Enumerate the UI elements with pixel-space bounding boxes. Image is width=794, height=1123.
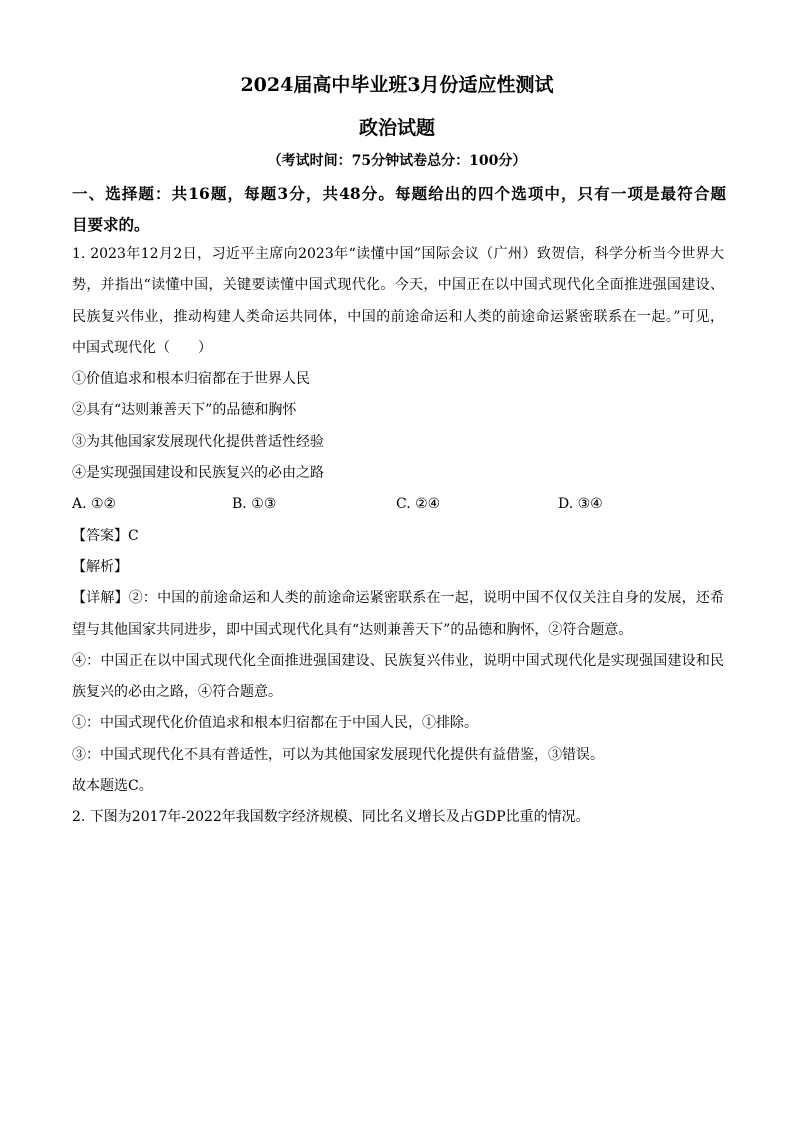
section-heading xyxy=(72,178,726,240)
question-1-item-2: ②具有“达则兼善天下”的品德和胸怀 xyxy=(72,402,297,419)
answer-value: C xyxy=(128,527,139,544)
question-1-options xyxy=(72,489,724,520)
section-heading-line-2: 目要求的。 xyxy=(72,215,150,234)
question-1 xyxy=(72,239,724,834)
detail-line-4: 族复兴的必由之路，④符合题意。 xyxy=(72,684,282,701)
detail-line-5: ①：中国式现代化价值追求和根本归宿都在于中国人民，①排除。 xyxy=(72,715,478,732)
question-2-stem: 2. 下图为2017年-2022年我国数字经济规模、同比名义增长及占GDP比重的情况。 xyxy=(72,809,590,826)
question-1-stem-line-2: 势，并指出“读懂中国，关键要读懂中国式现代化。今天，中国正在以中国式现代化全面推进强国建设、 xyxy=(72,277,724,294)
question-1-item-3: ③为其他国家发展现代化提供普适性经验 xyxy=(72,433,324,450)
answer-line xyxy=(72,521,724,552)
detail-line-3: ④：中国正在以中国式现代化全面推进强国建设、民族复兴伟业，说明中国式现代化是实现强国建设和民 xyxy=(72,652,724,669)
question-1-item-1: ①价值追求和根本归宿都在于世界人民 xyxy=(72,371,310,388)
option-d: D. ③④ xyxy=(558,496,603,513)
exam-title: 2024届高中毕业班3月份适应性测试 xyxy=(240,74,554,96)
exam-info: （考试时间：75分钟试卷总分：100分） xyxy=(267,153,527,169)
question-1-item-4: ④是实现强国建设和民族复兴的必由之路 xyxy=(72,465,324,482)
option-a: A. ①② xyxy=(72,496,117,513)
question-1-stem-line-4: 中国式现代化（ ） xyxy=(72,339,212,356)
detail-line-7: 故本题选C。 xyxy=(72,778,153,795)
detail-line-1: 【详解】②：中国的前途命运和人类的前途命运紧密联系在一起，说明中国不仅仅关注自身的发展，还希 xyxy=(72,590,724,607)
option-c: C. ②④ xyxy=(396,496,441,513)
detail-line-2: 望与其他国家共同进步，即中国式现代化具有“达则兼善天下”的品德和胸怀，②符合题意。 xyxy=(72,621,633,638)
detail-line-6: ③：中国式现代化不具有普适性，可以为其他国家发展现代化提供有益借鉴，③错误。 xyxy=(72,746,604,763)
subject-title: 政治试题 xyxy=(358,117,435,139)
answer-label: 【答案】 xyxy=(72,527,128,544)
section-heading-line-1: 一、选择题：共16题，每题3分，共48分。每题给出的四个选项中，只有一项是最符合题 xyxy=(72,184,726,203)
question-1-stem-line-1: 1. 2023年12月2日，习近平主席向2023年“读懂中国”国际会议（广州）致贺信，科学分析当今世界大 xyxy=(72,246,724,262)
question-1-stem-line-3: 民族复兴伟业，推动构建人类命运共同体，中国的前途命运和人类的前途命运紧密联系在一起。”可见， xyxy=(72,308,724,325)
analysis-label: 【解析】 xyxy=(72,558,128,575)
option-b: B. ①③ xyxy=(232,496,277,513)
